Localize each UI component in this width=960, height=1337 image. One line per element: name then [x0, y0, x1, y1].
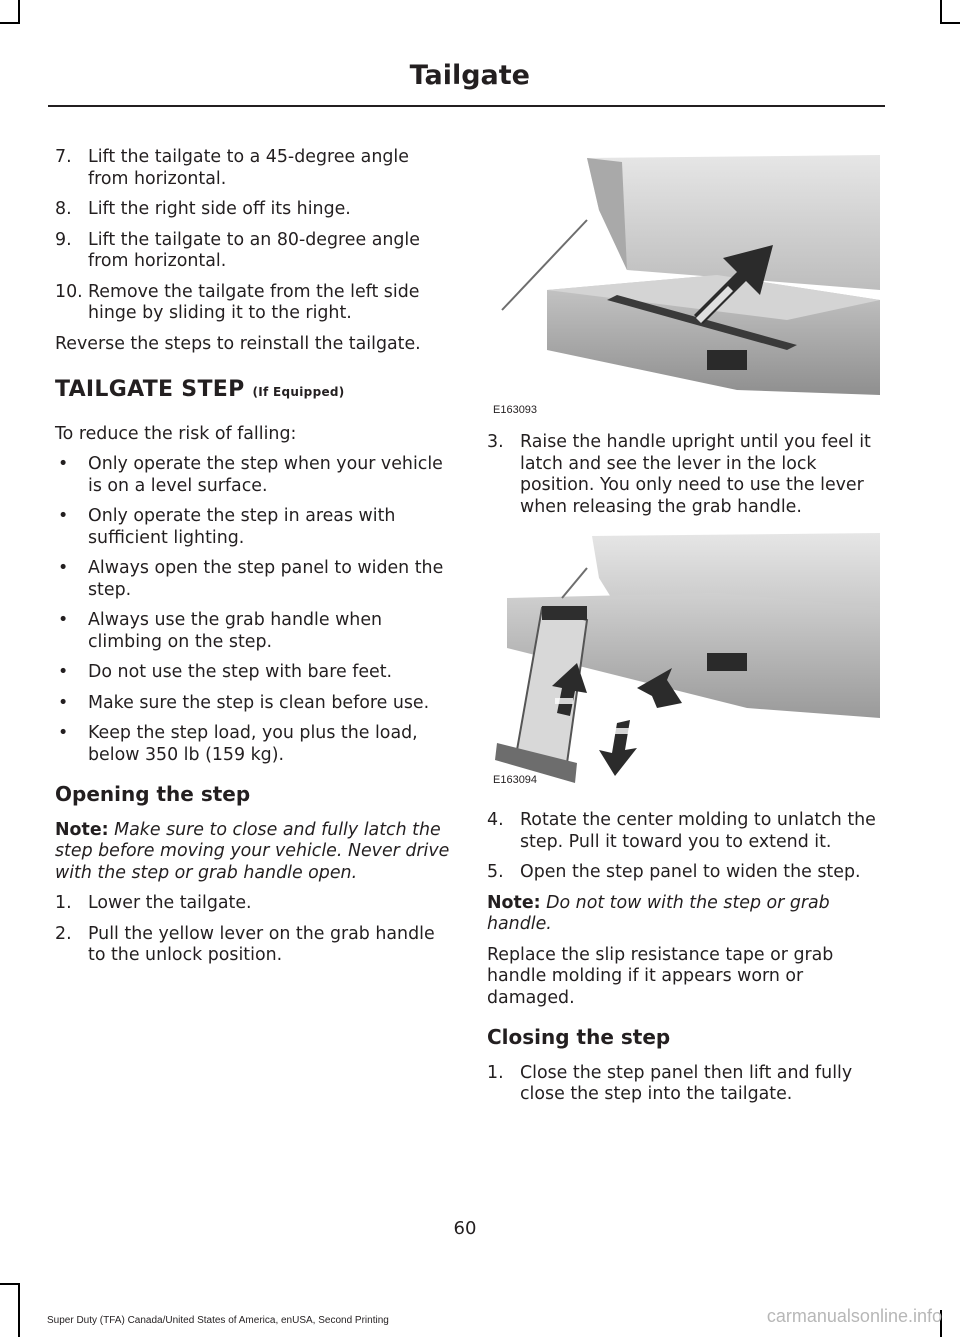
list-item	[487, 1063, 880, 1106]
note-label: Note:	[55, 819, 109, 840]
bullet-item	[55, 506, 450, 549]
section-heading-text: TAILGATE STEP	[55, 377, 245, 402]
step-text: Open the step panel to widen the step.	[520, 862, 861, 882]
bullet-icon: •	[58, 506, 69, 526]
tailgate-illustration	[487, 150, 880, 420]
page-number: 60	[453, 1218, 477, 1239]
step-number: 7.	[55, 147, 72, 167]
step-text: Lift the tailgate to a 45-degree angle from horizontal.	[88, 147, 409, 189]
figure-id: E163093	[493, 404, 538, 416]
bullet-item	[55, 693, 450, 715]
bullet-item	[55, 662, 450, 684]
bullet-text: Do not use the step with bare feet.	[88, 662, 393, 682]
step-number: 4.	[487, 810, 504, 830]
tailgate-figure-2	[487, 528, 880, 790]
step-number: 8.	[55, 199, 72, 219]
right-column	[487, 432, 880, 527]
bullet-text: Always use the grab handle when climbing on the step.	[88, 610, 383, 652]
list-item	[487, 810, 880, 853]
opening-heading: Opening the step	[55, 782, 251, 806]
step-number: 1.	[487, 1062, 504, 1083]
note-label: Note:	[487, 892, 541, 913]
step-text: Rotate the center molding to unlatch the step. Pull it toward you to extend it.	[520, 810, 876, 852]
step-number: 9.	[55, 229, 72, 250]
bullet-item	[55, 558, 450, 601]
bullet-text: Make sure the step is clean before use.	[88, 692, 430, 713]
list-item	[55, 893, 450, 915]
crop-mark	[0, 22, 20, 24]
figure-id: E163094	[493, 774, 538, 786]
section-heading	[55, 379, 450, 404]
replace-text: Replace the slip resistance tape or grab handle molding if it appears worn or damaged.	[487, 944, 834, 1008]
bullet-text: Keep the step load, you plus the load, below 350 lb (159 kg).	[88, 723, 418, 765]
right-column-lower	[487, 810, 880, 1115]
bullet-icon: •	[58, 662, 69, 682]
note	[55, 820, 450, 885]
step-text: Lower the tailgate.	[88, 893, 252, 913]
list-item	[487, 862, 880, 884]
crop-mark	[0, 1283, 20, 1285]
step-number: 2.	[55, 923, 72, 944]
bullet-text: Always open the step panel to widen the step.	[88, 558, 444, 600]
watermark: carmanualsonline.info	[766, 1306, 942, 1326]
step-text: Lift the tailgate to an 80-degree angle from horizontal.	[88, 229, 420, 271]
left-column	[55, 147, 450, 976]
step-text: Raise the handle upright until you feel it latch and see the lever in the lock position. You only need to use the lever when releasing the grab handle.	[520, 432, 871, 517]
step-number: 5.	[487, 862, 504, 882]
closing-heading: Closing the step	[487, 1025, 671, 1049]
bullet-icon: •	[58, 692, 69, 713]
bullet-item	[55, 610, 450, 653]
note	[487, 893, 880, 936]
note-text: Do not tow with the step or grab handle.	[487, 892, 830, 934]
step-text: Remove the tailgate from the left side hinge by sliding it to the right.	[88, 281, 420, 323]
bullet-icon: •	[58, 454, 69, 474]
list-item	[55, 282, 450, 325]
reverse-text: Reverse the steps to reinstall the tailgate.	[55, 333, 421, 354]
bullet-icon: •	[58, 610, 69, 630]
list-item	[487, 432, 880, 518]
step-number: 1.	[55, 893, 72, 913]
bullet-item	[55, 454, 450, 497]
if-equipped-label: (If Equipped)	[252, 385, 345, 399]
footer-text: Super Duty (TFA) Canada/United States of America, enUSA, Second Printing	[47, 1315, 389, 1326]
bullet-item	[55, 723, 450, 766]
step-number: 3.	[487, 432, 504, 452]
step-text: Lift the right side off its hinge.	[88, 199, 351, 219]
header-rule	[48, 105, 885, 107]
step-text: Pull the yellow lever on the grab handle to the unlock position.	[88, 923, 435, 965]
tailgate-figure-1	[487, 150, 880, 420]
bullet-icon: •	[58, 723, 69, 743]
step-text: Close the step panel then lift and fully close the step into the tailgate.	[520, 1062, 853, 1104]
page-title: Tailgate	[409, 60, 530, 91]
arrow-down-icon	[599, 720, 637, 776]
bullet-text: Only operate the step when your vehicle is on a level surface.	[88, 454, 443, 496]
crop-mark	[18, 1283, 20, 1337]
note-text: Make sure to close and fully latch the step before moving your vehicle. Never drive with the step or grab handle open.	[55, 819, 450, 883]
crop-mark	[940, 22, 960, 24]
list-item	[55, 924, 450, 967]
step-number: 10.	[55, 281, 83, 302]
risk-intro: To reduce the risk of falling:	[55, 423, 297, 444]
list-item	[55, 199, 450, 221]
list-item	[55, 147, 450, 190]
bullet-icon: •	[58, 558, 69, 578]
crop-mark	[18, 0, 20, 22]
tailgate-step-illustration	[487, 528, 880, 790]
crop-mark	[940, 0, 942, 22]
bullet-text: Only operate the step in areas with sufficient lighting.	[88, 506, 396, 548]
list-item	[55, 230, 450, 273]
